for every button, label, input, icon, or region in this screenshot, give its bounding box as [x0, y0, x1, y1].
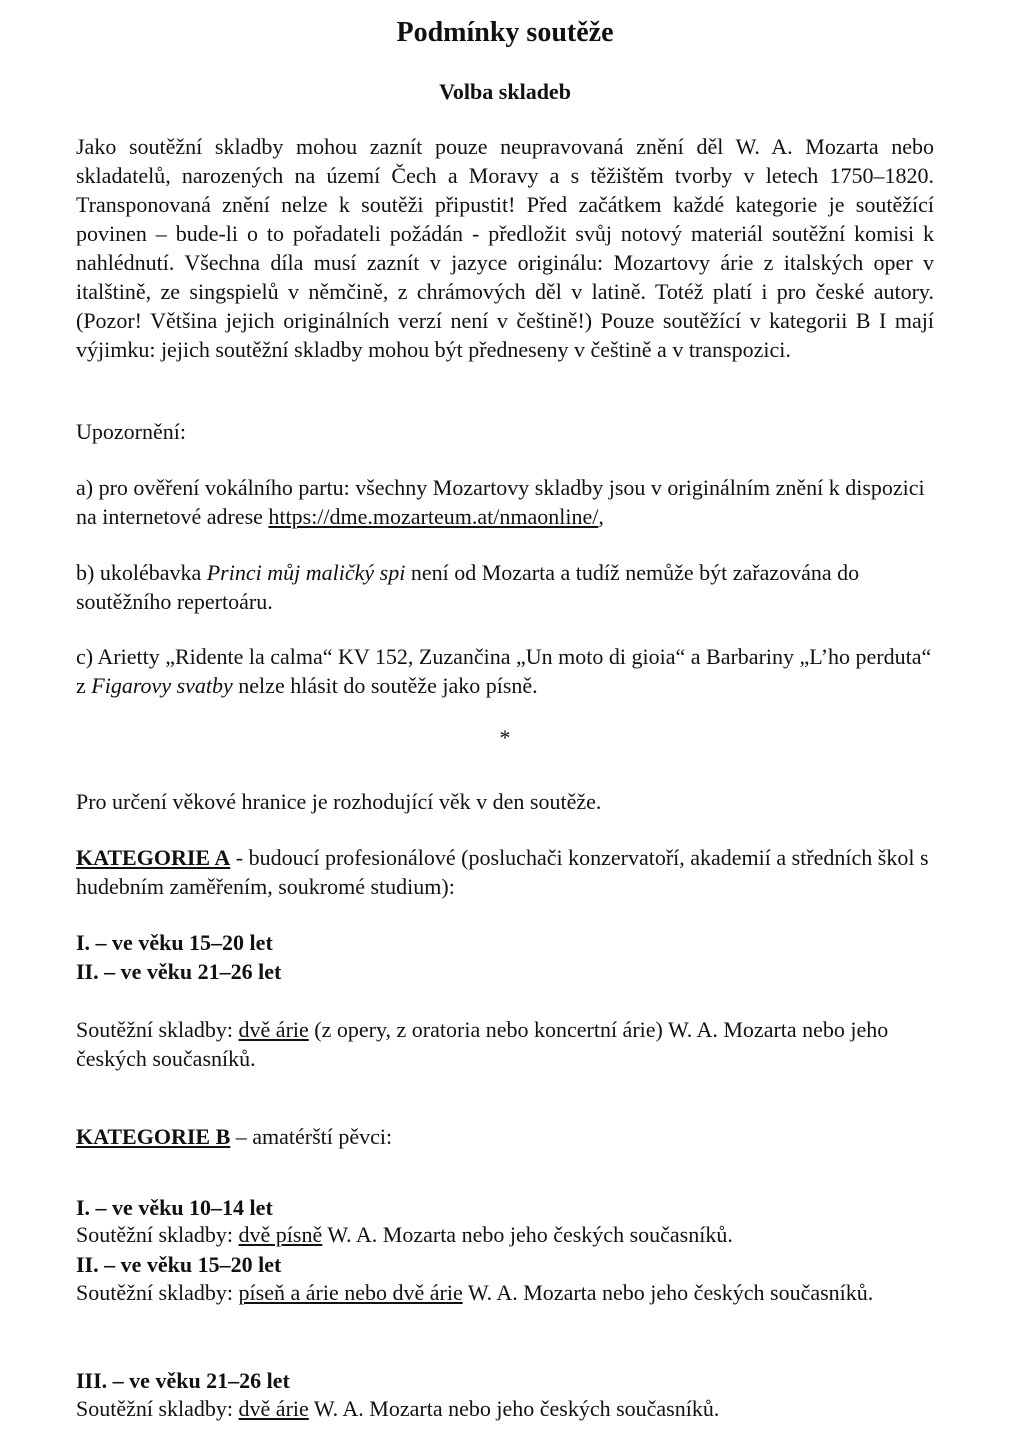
category-b-group-1-pieces	[76, 1220, 934, 1249]
note-a-after: ,	[598, 504, 604, 529]
category-b-group-1-label: Soutěžní skladby:	[76, 1222, 239, 1247]
page-title: Podmínky soutěže	[396, 17, 614, 48]
note-a	[76, 473, 934, 531]
category-b-group-3-pieces	[76, 1394, 934, 1423]
category-a-description: - budoucí profesionálové (posluchači konzervatoří, akademií a středních škol s hudebním zaměřením, soukromé studium):	[76, 845, 929, 899]
category-b-group-3-label: Soutěžní skladby:	[76, 1396, 239, 1421]
category-a-pieces-rest: (z opery, z oratoria nebo koncertní árie) W. A. Mozarta nebo jeho českých současníků.	[76, 1017, 889, 1071]
category-b-group-3: III. – ve věku 21–26 let	[76, 1368, 290, 1393]
category-b-group-2: II. – ve věku 15–20 let	[76, 1252, 282, 1277]
note-c	[76, 642, 934, 700]
note-b-after: není od Mozarta a tudíž nemůže být zařazována do soutěžního repertoáru.	[76, 560, 860, 614]
category-a-pieces-underlined: dvě árie	[238, 1017, 309, 1042]
age-note: Pro určení věkové hranice je rozhodující věk v den soutěže.	[76, 789, 602, 814]
category-b-group-2-label: Soutěžní skladby:	[76, 1280, 239, 1305]
category-a-intro	[76, 843, 934, 901]
category-b-group-2-underlined: píseň a árie nebo dvě árie	[238, 1280, 463, 1305]
mozarteum-link[interactable]: https://dme.mozarteum.at/nmaonline/	[268, 504, 599, 529]
separator-asterisk: *	[499, 725, 511, 750]
category-b-group-3-underlined: dvě árie	[238, 1396, 309, 1421]
section-subtitle: Volba skladeb	[439, 79, 571, 104]
category-a-pieces	[76, 1015, 934, 1073]
category-a-pieces-label: Soutěžní skladby:	[76, 1017, 239, 1042]
category-a-group-2: II. – ve věku 21–26 let	[76, 959, 282, 984]
category-b-group-1-rest: W. A. Mozarta nebo jeho českých současníků.	[322, 1222, 733, 1247]
category-b-heading: KATEGORIE B	[76, 1124, 231, 1149]
notice-heading: Upozornění:	[76, 419, 186, 444]
category-b-group-2-rest: W. A. Mozarta nebo jeho českých současníků.	[462, 1280, 874, 1305]
note-b-title: Princi můj maličký spi	[206, 560, 406, 585]
category-a-heading: KATEGORIE A	[76, 845, 231, 870]
note-b	[76, 558, 934, 616]
category-b-description: – amatérští pěvci:	[230, 1124, 393, 1149]
note-c-before: c) Arietty „Ridente la calma“ KV 152, Zuzančina „Un moto di gioia“ a Barbariny „L’ho perduta“ z	[76, 644, 932, 698]
category-b-group-2-pieces	[76, 1278, 934, 1307]
note-b-before: b) ukolébavka	[76, 560, 207, 585]
note-c-after: nelze hlásit do soutěže jako písně.	[232, 673, 538, 698]
category-b-group-1: I. – ve věku 10–14 let	[76, 1195, 273, 1220]
note-c-title: Figarovy svatby	[91, 673, 233, 698]
intro-paragraph: Jako soutěžní skladby mohou zaznít pouze neupravovaná znění děl W. A. Mozarta nebo skladatelů, narozených na území Čech a Moravy a s těžištěm tvorby v letech 1750–1820. Transponovaná znění nelze k soutěži připustit! Před začátkem každé kategorie je soutěžící povinen – bude-li o to pořadateli požádán - předložit svůj notový materiál soutěžní komisi k nahlédnutí. Všechna díla musí zaznít v jazyce originálu: Mozartovy árie z italských oper v italštině, ze singspielů v němčině, z chrámových děl v latině. Totéž platí i pro české autory. (Pozor! Většina jejich originálních verzí není v češtině!) Pouze soutěžící v kategorii B I mají výjimku: jejich soutěžní skladby mohou být předneseny v češtině a v transpozici.	[76, 134, 934, 362]
category-a-group-1: I. – ve věku 15–20 let	[76, 930, 273, 955]
category-b-intro	[76, 1122, 934, 1151]
category-b-group-3-rest: W. A. Mozarta nebo jeho českých současníků.	[308, 1396, 720, 1421]
note-a-text: a) pro ověření vokálního partu: všechny Mozartovy skladby jsou v originálním znění k dispozici na internetové adrese	[76, 475, 925, 529]
category-b-group-1-underlined: dvě písně	[238, 1222, 323, 1247]
